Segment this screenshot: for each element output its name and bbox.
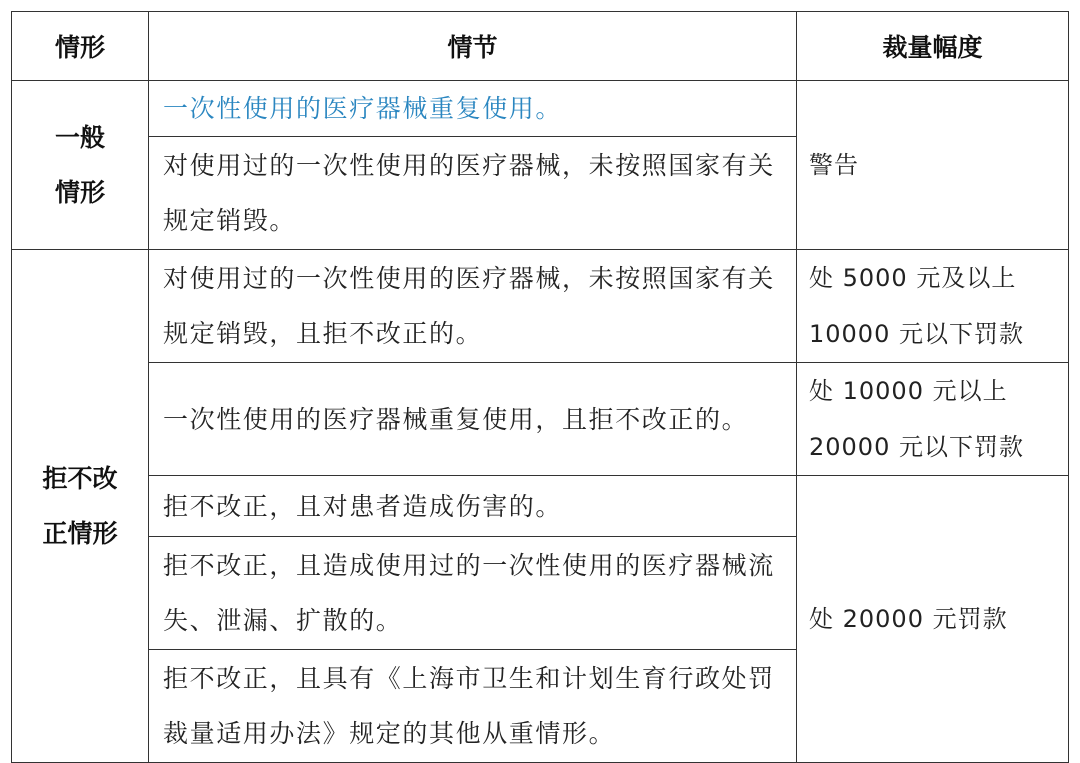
table-row bbox=[12, 81, 1069, 137]
circumstance-cell: 拒不改正，且对患者造成伤害的。 bbox=[149, 476, 797, 537]
circumstance-cell: 一次性使用的医疗器械重复使用。 bbox=[149, 81, 797, 137]
circumstance-cell: 一次性使用的医疗器械重复使用，且拒不改正的。 bbox=[149, 363, 797, 476]
header-situation: 情形 bbox=[12, 12, 149, 81]
penalty-cell: 处 5000 元及以上 10000 元以下罚款 bbox=[797, 250, 1069, 363]
header-circumstance: 情节 bbox=[149, 12, 797, 81]
table-row bbox=[12, 476, 1069, 537]
category-line: 情形 bbox=[54, 178, 105, 207]
penalty-cell: 处 20000 元罚款 bbox=[797, 476, 1069, 763]
circumstance-cell: 拒不改正，且造成使用过的一次性使用的医疗器械流失、泄漏、扩散的。 bbox=[149, 537, 797, 650]
penalty-cell: 处 10000 元以上 20000 元以下罚款 bbox=[797, 363, 1069, 476]
category-line: 一般 bbox=[54, 123, 105, 152]
category-general bbox=[12, 81, 149, 250]
category-line: 正情形 bbox=[42, 519, 118, 548]
header-penalty-range: 裁量幅度 bbox=[797, 12, 1069, 81]
table-row bbox=[12, 250, 1069, 363]
circumstance-cell: 对使用过的一次性使用的医疗器械，未按照国家有关规定销毁。 bbox=[149, 137, 797, 250]
category-refuse-to-correct bbox=[12, 250, 149, 763]
penalty-cell: 警告 bbox=[797, 81, 1069, 250]
category-line: 拒不改 bbox=[42, 464, 118, 493]
table-row bbox=[12, 363, 1069, 476]
penalty-discretion-table bbox=[11, 11, 1069, 763]
circumstance-cell: 拒不改正，且具有《上海市卫生和计划生育行政处罚裁量适用办法》规定的其他从重情形。 bbox=[149, 650, 797, 763]
header-row bbox=[12, 12, 1069, 81]
circumstance-cell: 对使用过的一次性使用的医疗器械，未按照国家有关规定销毁，且拒不改正的。 bbox=[149, 250, 797, 363]
